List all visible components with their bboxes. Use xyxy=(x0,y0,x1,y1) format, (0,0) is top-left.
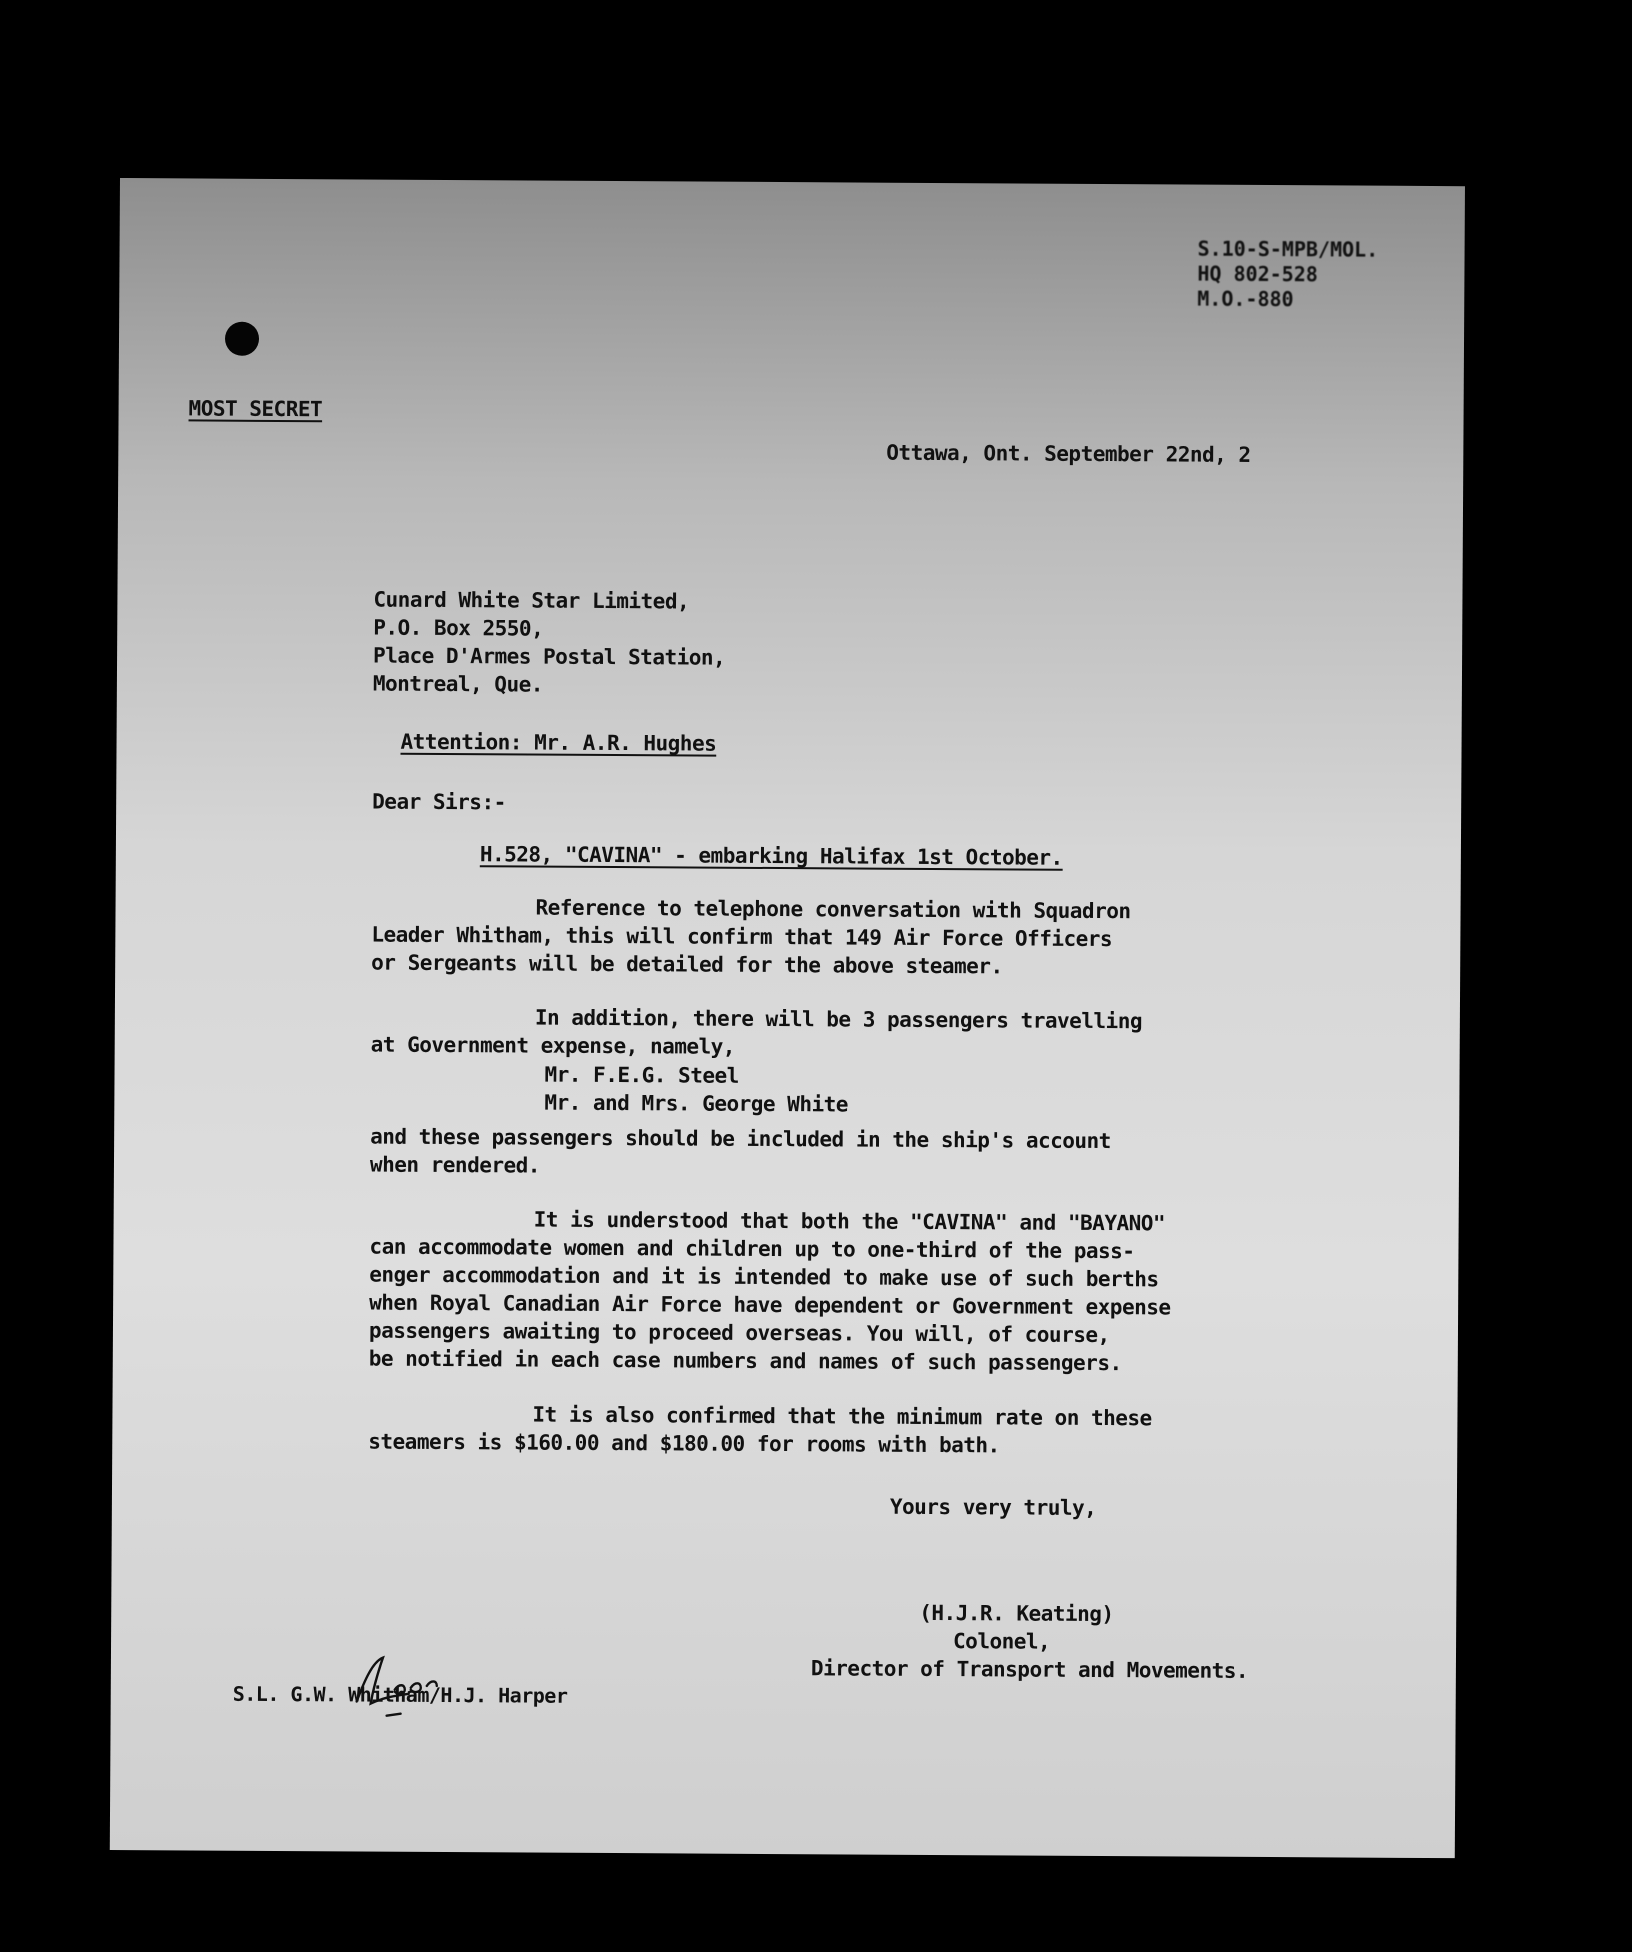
attention-line: Attention: Mr. A.R. Hughes xyxy=(400,729,717,756)
signatory-rank: Colonel, xyxy=(953,1629,1051,1654)
paragraph-line: It is understood that both the "CAVINA" and "BAYANO" xyxy=(533,1207,1166,1236)
addressee-line: Cunard White Star Limited, xyxy=(373,587,690,614)
file-reference-line: M.O.-880 xyxy=(1197,286,1294,312)
passenger-name: Mr. and Mrs. George White xyxy=(544,1090,849,1117)
passenger-name: Mr. F.E.G. Steel xyxy=(544,1062,739,1088)
paragraph-line: be notified in each case numbers and names of such passengers. xyxy=(368,1346,1122,1376)
signatory-name: (H.J.R. Keating) xyxy=(919,1600,1114,1627)
paragraph-line: and these passengers should be included in the ship's account xyxy=(370,1124,1111,1154)
file-reference-line: S.10-S-MPB/MOL. xyxy=(1197,236,1379,262)
handwritten-initials xyxy=(343,1649,453,1720)
dateline: Ottawa, Ont. September 22nd, 2 xyxy=(886,440,1251,467)
salutation: Dear Sirs:- xyxy=(372,789,506,815)
paragraph-line: when Royal Canadian Air Force have dependent or Government expense xyxy=(369,1290,1171,1320)
paragraph-line: Leader Whitham, this will confirm that 149 Air Force Officers xyxy=(371,922,1113,952)
subject-line: H.528, "CAVINA" - embarking Halifax 1st October. xyxy=(479,842,1063,870)
addressee-line: Place D'Armes Postal Station, xyxy=(373,643,726,670)
paragraph-line: In addition, there will be 3 passengers travelling xyxy=(534,1005,1143,1034)
file-reference-line: HQ 802-528 xyxy=(1197,261,1318,287)
addressee-line: P.O. Box 2550, xyxy=(373,615,544,641)
paragraph-line: passengers awaiting to proceed overseas. You will, of course, xyxy=(368,1318,1110,1348)
paragraph-line: Reference to telephone conversation with Squadron xyxy=(535,895,1131,924)
copy-to-line: S.L. G.W. Whitham/H.J. Harper xyxy=(232,1681,568,1708)
closing: Yours very truly, xyxy=(889,1494,1097,1520)
file-reference xyxy=(1197,237,1378,313)
paragraph-line: at Government expense, namely, xyxy=(370,1032,736,1059)
letter-page xyxy=(110,178,1465,1858)
classification-label: MOST SECRET xyxy=(188,396,323,422)
paragraph-line: can accommodate women and children up to one-third of the pass- xyxy=(369,1234,1135,1264)
signatory-title: Director of Transport and Movements. xyxy=(810,1656,1249,1683)
paragraph-line: It is also confirmed that the minimum rate on these xyxy=(532,1402,1152,1431)
paragraph-line: or Sergeants will be detailed for the above steamer. xyxy=(371,950,1003,979)
paragraph-line: enger accommodation and it is intended to make use of such berths xyxy=(369,1262,1159,1292)
paragraph-line: steamers is $160.00 and $180.00 for rooms with bath. xyxy=(368,1429,1000,1458)
punch-hole xyxy=(225,322,259,356)
paragraph-line: when rendered. xyxy=(369,1152,541,1178)
addressee-line: Montreal, Que. xyxy=(372,671,544,697)
